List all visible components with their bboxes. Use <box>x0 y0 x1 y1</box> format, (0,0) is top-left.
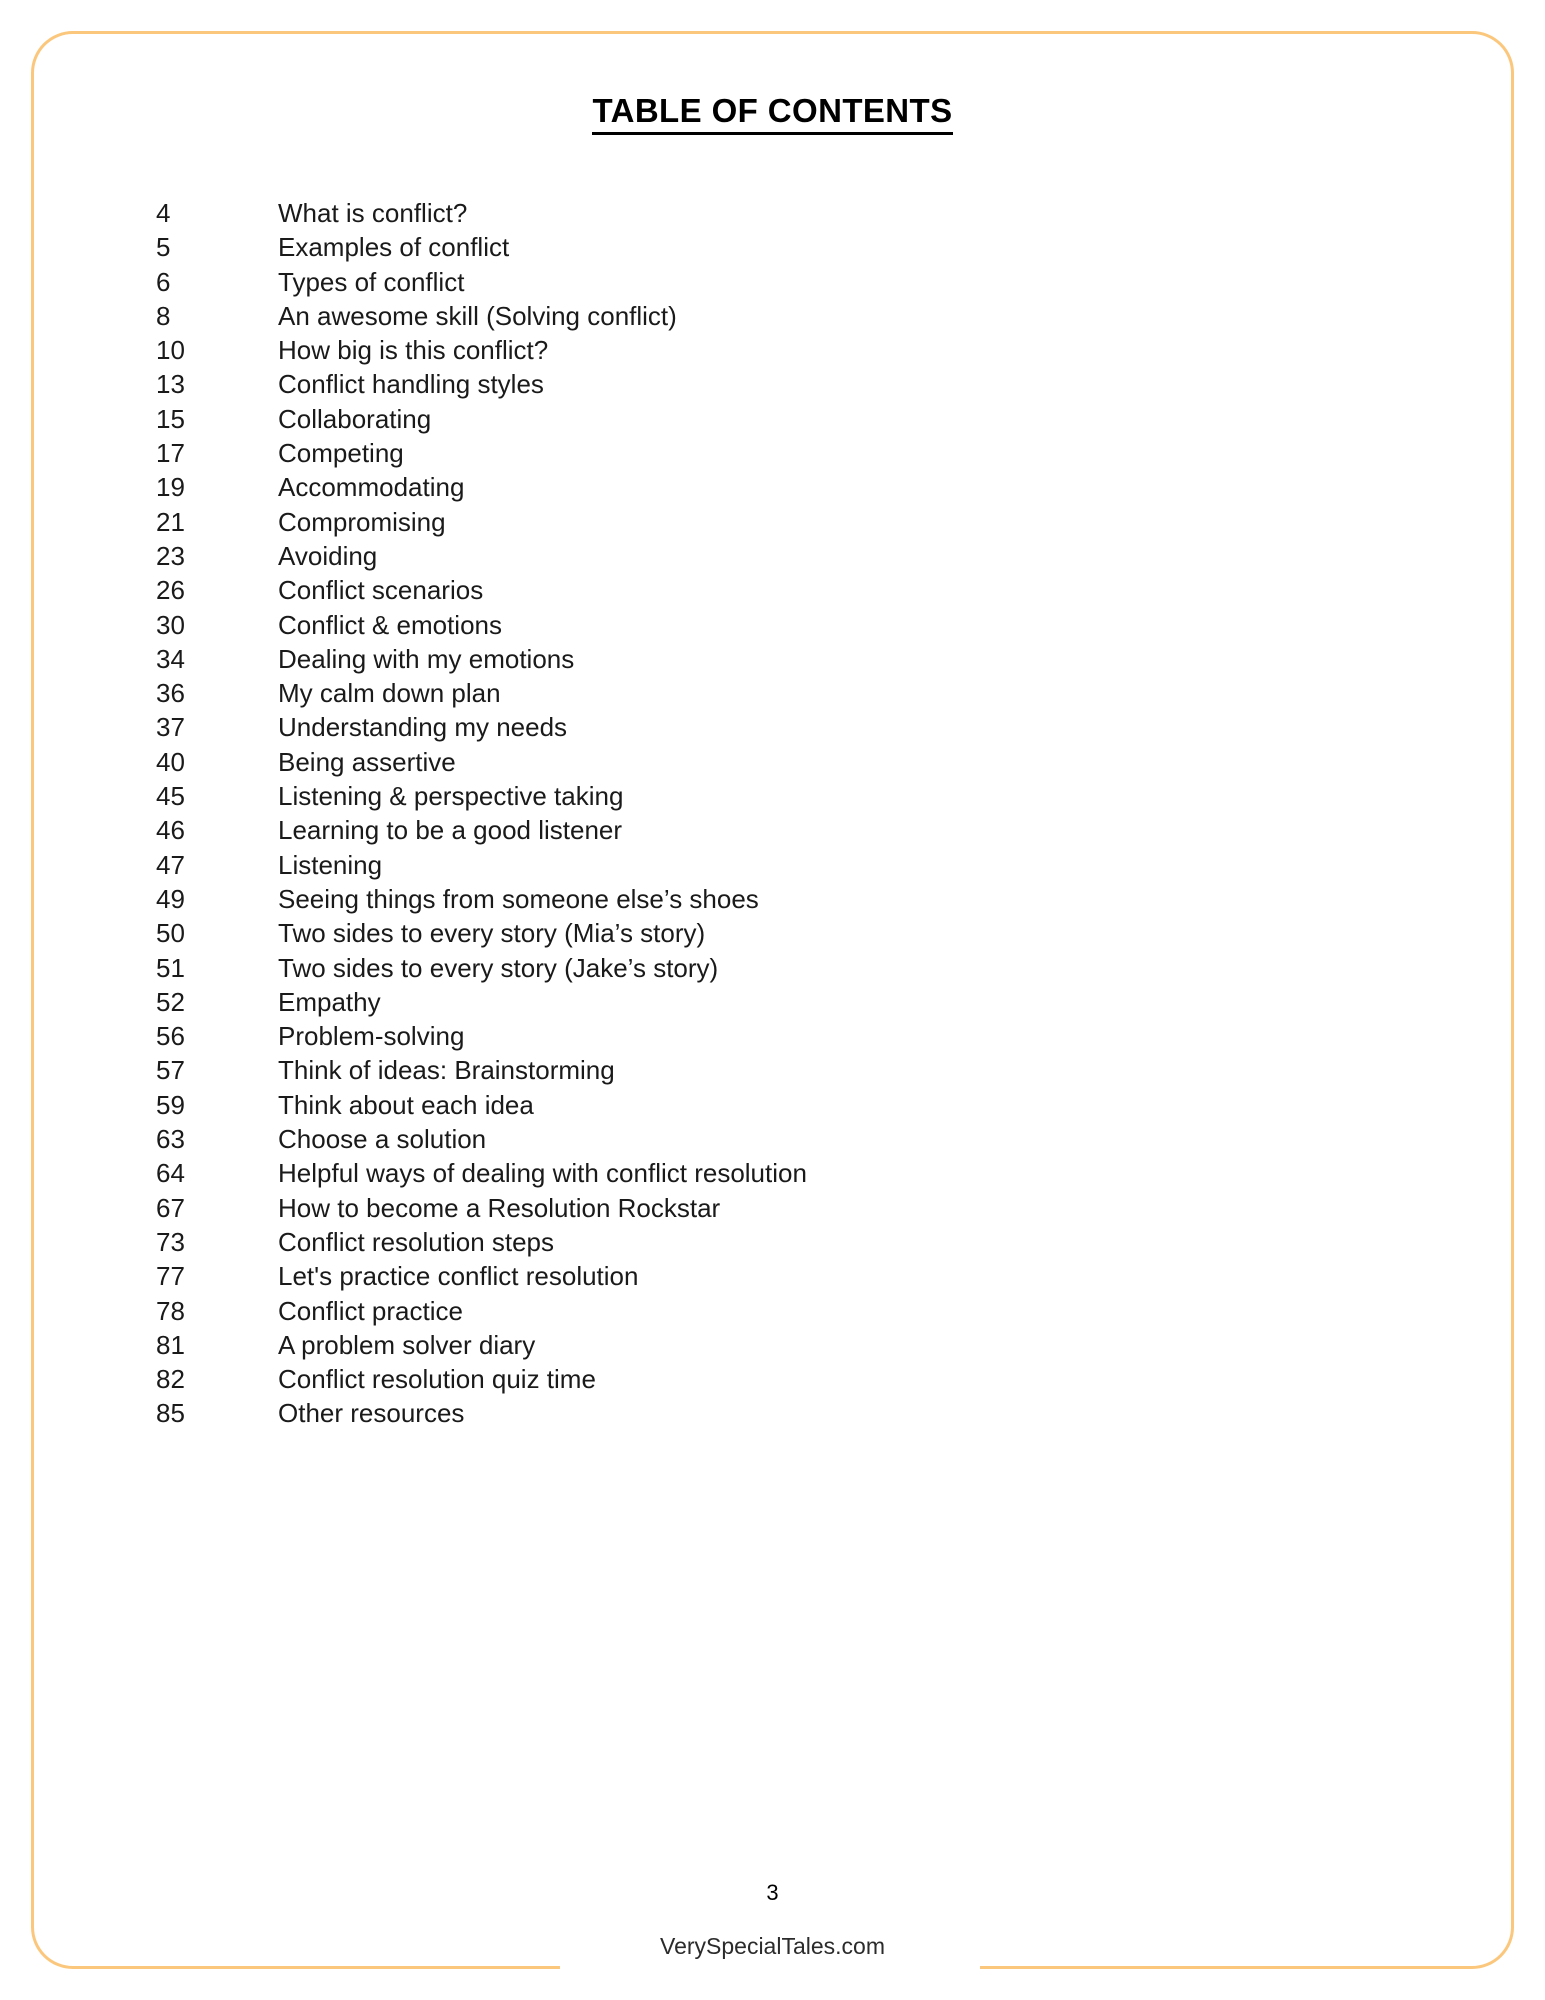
toc-entry-page-number: 26 <box>156 575 185 606</box>
page-number: 3 <box>766 1880 779 1905</box>
toc-entry-page-number: 15 <box>156 403 185 434</box>
toc-entry-page-number: 23 <box>156 540 185 571</box>
toc-entry-page-number: 57 <box>156 1055 185 1086</box>
toc-entry[interactable] <box>156 1019 1356 1053</box>
toc-entry-page-number: 34 <box>156 643 185 674</box>
toc-entry-label: A problem solver diary <box>278 1329 536 1360</box>
toc-entry-page-number: 59 <box>156 1089 185 1120</box>
toc-entry-label: How big is this conflict? <box>278 335 549 366</box>
toc-entry-label: Conflict & emotions <box>278 609 502 640</box>
toc-entry-label: Accommodating <box>278 472 465 503</box>
toc-entry[interactable] <box>156 1191 1356 1225</box>
toc-entry-page-number: 56 <box>156 1021 185 1052</box>
toc-entry-page-number: 77 <box>156 1261 185 1292</box>
toc-entry[interactable] <box>156 848 1356 882</box>
toc-entry-label: Conflict resolution steps <box>278 1226 555 1257</box>
toc-entry-label: Problem-solving <box>278 1021 465 1052</box>
toc-entry-page-number: 37 <box>156 712 185 743</box>
toc-entry[interactable] <box>156 265 1356 299</box>
toc-entry-label: Listening & perspective taking <box>278 781 624 812</box>
toc-entry-page-number: 21 <box>156 506 185 537</box>
toc-entry-label: Let's practice conflict resolution <box>278 1261 639 1292</box>
toc-entry-label: Dealing with my emotions <box>278 643 575 674</box>
toc-entry-page-number: 64 <box>156 1158 185 1189</box>
toc-entry-page-number: 78 <box>156 1295 185 1326</box>
toc-entry[interactable] <box>156 745 1356 779</box>
toc-entry[interactable] <box>156 196 1356 230</box>
toc-entry-page-number: 81 <box>156 1329 185 1360</box>
toc-entry-page-number: 4 <box>156 198 171 228</box>
toc-entry-label: Learning to be a good listener <box>278 815 623 846</box>
toc-entry-page-number: 17 <box>156 438 185 469</box>
toc-entry[interactable] <box>156 1156 1356 1190</box>
toc-entry[interactable] <box>156 642 1356 676</box>
toc-entry[interactable] <box>156 1328 1356 1362</box>
toc-entry-label: Conflict resolution quiz time <box>278 1364 596 1395</box>
toc-entry-page-number: 36 <box>156 678 185 709</box>
toc-entry-label: Understanding my needs <box>278 712 568 743</box>
toc-entry-label: How to become a Resolution Rockstar <box>278 1192 721 1223</box>
toc-entry-page-number: 6 <box>156 266 171 297</box>
toc-entry-label: Conflict handling styles <box>278 369 544 400</box>
toc-entry-label: Listening <box>278 849 383 880</box>
toc-entry-page-number: 8 <box>156 300 171 331</box>
toc-entry[interactable] <box>156 951 1356 985</box>
toc-entry-label: Seeing things from someone else’s shoes <box>278 883 759 914</box>
toc-entry-label: Being assertive <box>278 746 456 777</box>
toc-entry[interactable] <box>156 299 1356 333</box>
page-title <box>0 92 1545 130</box>
toc-entry[interactable] <box>156 1259 1356 1293</box>
toc-entry-page-number: 63 <box>156 1124 185 1155</box>
toc-entry[interactable] <box>156 676 1356 710</box>
toc-entry[interactable] <box>156 1122 1356 1156</box>
toc-entry-page-number: 40 <box>156 746 185 777</box>
toc-entry-label: Helpful ways of dealing with conflict resolution <box>278 1158 807 1189</box>
toc-entry-label: Collaborating <box>278 403 432 434</box>
toc-entry-label: Two sides to every story (Jake’s story) <box>278 952 719 983</box>
toc-entry[interactable] <box>156 402 1356 436</box>
page-title-text: TABLE OF CONTENTS <box>592 92 952 135</box>
toc-entry-label: Think about each idea <box>278 1089 534 1120</box>
toc-entry-page-number: 47 <box>156 849 185 880</box>
toc-entry[interactable] <box>156 985 1356 1019</box>
toc-entry-page-number: 50 <box>156 918 185 949</box>
toc-entry-label: Competing <box>278 438 404 469</box>
toc-entry[interactable] <box>156 1088 1356 1122</box>
toc-entry[interactable] <box>156 230 1356 264</box>
toc-entry-label: Avoiding <box>278 540 378 571</box>
toc-entry-label: Compromising <box>278 506 446 537</box>
toc-entry-page-number: 52 <box>156 986 185 1017</box>
toc-entry-label: My calm down plan <box>278 678 501 709</box>
toc-entry-label: Examples of conflict <box>278 232 510 263</box>
toc-entry-page-number: 10 <box>156 335 185 366</box>
toc-entry[interactable] <box>156 710 1356 744</box>
toc-entry[interactable] <box>156 470 1356 504</box>
toc-entry-page-number: 67 <box>156 1192 185 1223</box>
toc-entry[interactable] <box>156 505 1356 539</box>
toc-entry[interactable] <box>156 333 1356 367</box>
toc-entry[interactable] <box>156 1225 1356 1259</box>
toc-entry-label: What is conflict? <box>278 198 468 228</box>
table-of-contents-list <box>156 196 1356 1431</box>
toc-entry[interactable] <box>156 367 1356 401</box>
toc-entry[interactable] <box>156 436 1356 470</box>
toc-entry[interactable] <box>156 882 1356 916</box>
toc-entry[interactable] <box>156 779 1356 813</box>
toc-entry[interactable] <box>156 813 1356 847</box>
footer-brand <box>0 1933 1545 1960</box>
toc-entry-label: Choose a solution <box>278 1124 487 1155</box>
toc-entry-label: An awesome skill (Solving conflict) <box>278 300 677 331</box>
toc-entry[interactable] <box>156 916 1356 950</box>
toc-entry[interactable] <box>156 1362 1356 1396</box>
toc-entry-page-number: 73 <box>156 1226 185 1257</box>
toc-entry-page-number: 85 <box>156 1398 185 1429</box>
toc-entry-label: Conflict scenarios <box>278 575 484 606</box>
toc-entry-label: Two sides to every story (Mia’s story) <box>278 918 706 949</box>
toc-entry[interactable] <box>156 573 1356 607</box>
toc-entry-page-number: 19 <box>156 472 185 503</box>
footer-brand-text: VerySpecialTales.com <box>646 1933 899 1959</box>
toc-entry-page-number: 45 <box>156 781 185 812</box>
toc-entry-page-number: 49 <box>156 883 185 914</box>
toc-entry-page-number: 5 <box>156 232 171 263</box>
toc-entry[interactable] <box>156 1396 1356 1430</box>
toc-entry-label: Think of ideas: Brainstorming <box>278 1055 615 1086</box>
toc-entry-label: Types of conflict <box>278 266 465 297</box>
toc-entry-page-number: 13 <box>156 369 185 400</box>
toc-entry-label: Conflict practice <box>278 1295 463 1326</box>
toc-entry-label: Empathy <box>278 986 381 1017</box>
toc-entry-label: Other resources <box>278 1398 465 1429</box>
toc-entry[interactable] <box>156 539 1356 573</box>
toc-entry-page-number: 30 <box>156 609 185 640</box>
toc-entry[interactable] <box>156 1053 1356 1087</box>
toc-entry-page-number: 46 <box>156 815 185 846</box>
toc-entry-page-number: 82 <box>156 1364 185 1395</box>
toc-entry[interactable] <box>156 1294 1356 1328</box>
toc-entry-page-number: 51 <box>156 952 185 983</box>
toc-entry[interactable] <box>156 608 1356 642</box>
